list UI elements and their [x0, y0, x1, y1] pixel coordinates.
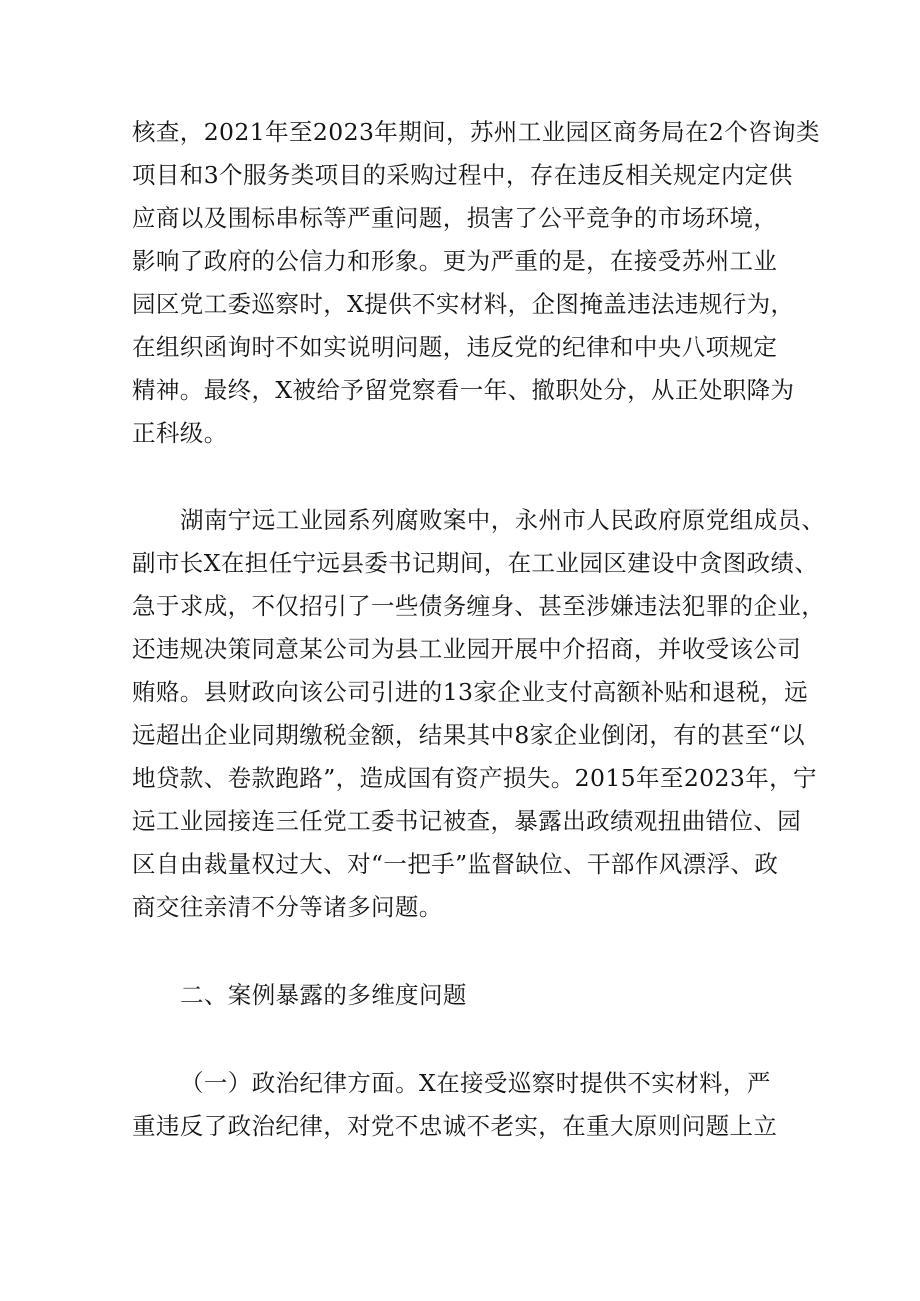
- text-line: 园区党工委巡察时，X提供不实材料，企图掩盖违法违规行为，: [132, 290, 795, 318]
- section-heading: 二、案例暴露的多维度问题: [180, 981, 467, 1009]
- text-line: 核查，2021年至2023年期间，苏州工业园区商务局在2个咨询类: [132, 118, 820, 146]
- text-line: 副市长X在担任宁远县委书记期间，在工业园区建设中贪图政绩、: [132, 549, 819, 577]
- text-line: 远超出企业同期缴税金额，结果其中8家企业倒闭，有的甚至“以: [132, 721, 806, 749]
- text-line: 影响了政府的公信力和形象。更为严重的是，在接受苏州工业: [132, 247, 778, 275]
- text-line: 重违反了政治纪律，对党不忠诚不老实，在重大原则问题上立: [132, 1112, 778, 1140]
- text-line: 区自由裁量权过大、对“一把手”监督缺位、干部作风漂浮、政: [132, 850, 779, 878]
- text-line: 项目和3个服务类项目的采购过程中，存在违反相关规定内定供: [132, 161, 793, 189]
- text-line: 应商以及围标串标等严重问题，损害了公平竞争的市场环境，: [132, 204, 778, 232]
- text-line: 商交往亲清不分等诸多问题。: [132, 893, 443, 921]
- text-line: 贿赂。县财政向该公司引进的13家企业支付高额补贴和退税，远: [132, 678, 809, 706]
- text-line: 还违规决策同意某公司为县工业园开展中介招商，并收受该公司: [132, 635, 802, 663]
- text-line: 地贷款、卷款跑路”，造成国有资产损失。2015年至2023年，宁: [132, 764, 817, 792]
- text-line: （一）政治纪律方面。X在接受巡察时提供不实材料，严: [180, 1069, 771, 1097]
- text-line: 正科级。: [132, 419, 228, 447]
- text-line: 精神。最终，X被给予留党察看一年、撤职处分，从正处职降为: [132, 376, 795, 404]
- text-line: 急于求成，不仅招引了一些债务缠身、甚至涉嫌违法犯罪的企业，: [132, 592, 826, 620]
- text-line: 湖南宁远工业园系列腐败案中，永州市人民政府原党组成员、: [180, 506, 826, 534]
- text-line: 远工业园接连三任党工委书记被查，暴露出政绩观扭曲错位、园: [132, 807, 802, 835]
- text-line: 在组织函询时不如实说明问题，违反党的纪律和中央八项规定: [132, 333, 778, 361]
